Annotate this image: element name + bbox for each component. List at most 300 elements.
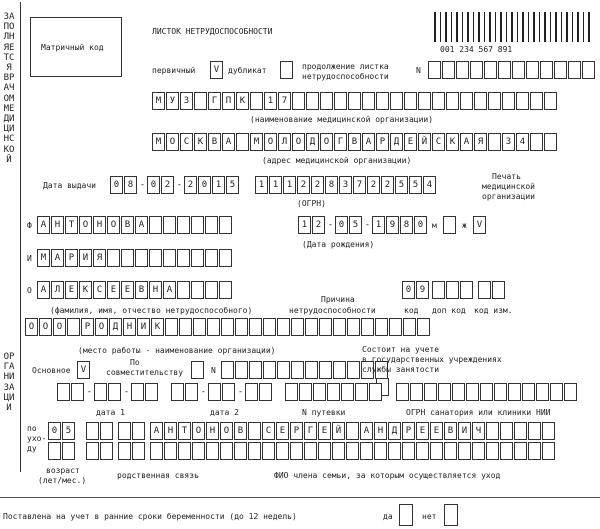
form-cell[interactable]: О	[95, 318, 108, 336]
form-cell[interactable]	[528, 422, 541, 440]
date2-cells[interactable]	[171, 383, 273, 401]
issue-year-2[interactable]: 0	[198, 176, 211, 194]
caregiver-name-cells-2[interactable]	[150, 442, 556, 460]
date1-cell[interactable]	[57, 383, 70, 401]
issue-year-1[interactable]: 2	[184, 176, 197, 194]
form-cell[interactable]	[191, 216, 204, 234]
form-cell[interactable]	[219, 249, 232, 267]
form-cell[interactable]	[219, 216, 232, 234]
form-cell[interactable]	[179, 318, 192, 336]
form-cell[interactable]: О	[107, 216, 120, 234]
form-cell[interactable]: Д	[109, 318, 122, 336]
form-cell[interactable]	[191, 281, 204, 299]
form-cell[interactable]	[488, 92, 501, 110]
form-cell[interactable]	[460, 281, 473, 299]
form-cell[interactable]	[390, 92, 403, 110]
form-cell[interactable]	[502, 92, 515, 110]
form-cell[interactable]: Г	[334, 133, 347, 151]
form-cell[interactable]: Т	[65, 216, 78, 234]
form-cell[interactable]	[361, 318, 374, 336]
form-cell[interactable]: С	[93, 281, 106, 299]
form-cell[interactable]: Г	[208, 92, 221, 110]
form-cell[interactable]	[514, 442, 527, 460]
form-cell[interactable]	[118, 422, 131, 440]
form-cell[interactable]	[452, 383, 465, 401]
form-cell[interactable]	[194, 92, 207, 110]
form-cell[interactable]: 8	[325, 176, 338, 194]
form-cell[interactable]	[347, 361, 360, 379]
date2-cell[interactable]	[208, 383, 221, 401]
form-cell[interactable]: Р	[402, 422, 415, 440]
form-cell[interactable]	[249, 361, 262, 379]
care-relation-cells-2[interactable]	[86, 442, 114, 460]
form-cell[interactable]	[277, 318, 290, 336]
form-cell[interactable]: Е	[276, 422, 289, 440]
form-cell[interactable]: О	[39, 318, 52, 336]
form-cell[interactable]	[536, 383, 549, 401]
form-cell[interactable]: О	[292, 133, 305, 151]
form-cell[interactable]	[486, 442, 499, 460]
form-cell[interactable]: М	[37, 249, 50, 267]
form-cell[interactable]: А	[150, 422, 163, 440]
form-cell[interactable]	[528, 442, 541, 460]
issue-year-3[interactable]: 1	[212, 176, 225, 194]
form-cell[interactable]: О	[79, 216, 92, 234]
form-cell[interactable]	[191, 249, 204, 267]
form-cell[interactable]: 0	[402, 281, 415, 299]
form-cell[interactable]: Р	[65, 249, 78, 267]
form-cell[interactable]: Г	[304, 422, 317, 440]
form-cell[interactable]: М	[152, 92, 165, 110]
form-cell[interactable]	[550, 383, 563, 401]
form-cell[interactable]	[306, 92, 319, 110]
issue-date-cells[interactable]	[110, 176, 240, 194]
form-cell[interactable]: Я	[93, 249, 106, 267]
birth-day-2[interactable]: 2	[312, 216, 325, 234]
form-cell[interactable]	[319, 318, 332, 336]
form-cell[interactable]	[292, 92, 305, 110]
form-cell[interactable]	[135, 249, 148, 267]
form-cell[interactable]: 2	[311, 176, 324, 194]
form-cell[interactable]	[484, 61, 497, 79]
form-cell[interactable]	[205, 281, 218, 299]
form-cell[interactable]	[177, 249, 190, 267]
form-cell[interactable]	[100, 442, 113, 460]
form-cell[interactable]	[442, 61, 455, 79]
form-cell[interactable]: 5	[409, 176, 422, 194]
form-cell[interactable]	[299, 383, 312, 401]
form-cell[interactable]: С	[180, 133, 193, 151]
form-cell[interactable]: Н	[51, 216, 64, 234]
issue-month-2[interactable]: 2	[161, 176, 174, 194]
issue-day-1[interactable]: 0	[110, 176, 123, 194]
issue-year-4[interactable]: 5	[226, 176, 239, 194]
form-cell[interactable]	[132, 442, 145, 460]
pregnancy-no-checkbox[interactable]	[444, 504, 458, 526]
form-cell[interactable]	[206, 442, 219, 460]
form-cell[interactable]: Л	[278, 133, 291, 151]
birth-year-2[interactable]: 9	[386, 216, 399, 234]
form-cell[interactable]: 4	[516, 133, 529, 151]
form-cell[interactable]	[346, 442, 359, 460]
form-cell[interactable]: Т	[178, 422, 191, 440]
form-cell[interactable]: С	[432, 133, 445, 151]
form-cell[interactable]	[488, 133, 501, 151]
form-cell[interactable]	[348, 92, 361, 110]
form-cell[interactable]	[418, 92, 431, 110]
form-cell[interactable]: 2	[381, 176, 394, 194]
form-cell[interactable]	[305, 318, 318, 336]
care-age-cells-2[interactable]	[48, 442, 76, 460]
form-cell[interactable]	[86, 442, 99, 460]
form-cell[interactable]	[514, 422, 527, 440]
form-cell[interactable]	[205, 249, 218, 267]
form-cell[interactable]: А	[360, 422, 373, 440]
form-cell[interactable]: Й	[418, 133, 431, 151]
form-cell[interactable]	[149, 249, 162, 267]
form-cell[interactable]	[568, 61, 581, 79]
date1-cell[interactable]	[145, 383, 158, 401]
form-cell[interactable]	[432, 281, 445, 299]
change-code-cells[interactable]	[478, 281, 506, 299]
form-cell[interactable]	[304, 442, 317, 460]
form-cell[interactable]	[150, 442, 163, 460]
form-cell[interactable]: Е	[430, 422, 443, 440]
form-cell[interactable]	[332, 442, 345, 460]
form-cell[interactable]: М	[152, 133, 165, 151]
form-cell[interactable]	[250, 92, 263, 110]
sanatorium-ogrn-cells[interactable]	[396, 383, 578, 401]
form-cell[interactable]: Н	[123, 318, 136, 336]
duplicate-checkbox[interactable]	[280, 61, 293, 79]
care-relation-cells-4[interactable]	[118, 442, 146, 460]
birth-year-4[interactable]: 0	[414, 216, 427, 234]
form-cell[interactable]: О	[220, 422, 233, 440]
form-cell[interactable]	[165, 318, 178, 336]
patronymic-cells[interactable]	[37, 281, 233, 299]
form-cell[interactable]	[355, 383, 368, 401]
form-cell[interactable]: 9	[416, 281, 429, 299]
form-cell[interactable]: Р	[376, 133, 389, 151]
form-cell[interactable]	[62, 442, 75, 460]
form-cell[interactable]: О	[166, 133, 179, 151]
form-cell[interactable]	[207, 318, 220, 336]
form-cell[interactable]	[263, 318, 276, 336]
form-cell[interactable]	[341, 383, 354, 401]
form-cell[interactable]	[516, 92, 529, 110]
form-cell[interactable]	[375, 318, 388, 336]
form-cell[interactable]	[512, 61, 525, 79]
org-address-cells[interactable]	[152, 133, 558, 151]
form-cell[interactable]: О	[192, 422, 205, 440]
form-cell[interactable]: Е	[416, 422, 429, 440]
form-cell[interactable]: 5	[62, 422, 75, 440]
form-cell[interactable]	[486, 422, 499, 440]
form-cell[interactable]	[107, 249, 120, 267]
form-cell[interactable]	[291, 318, 304, 336]
form-cell[interactable]	[277, 361, 290, 379]
form-cell[interactable]	[444, 442, 457, 460]
care-relation-cells[interactable]	[86, 422, 114, 440]
form-cell[interactable]: А	[222, 133, 235, 151]
form-cell[interactable]	[320, 92, 333, 110]
form-cell[interactable]	[542, 422, 555, 440]
form-cell[interactable]	[235, 318, 248, 336]
extra-code-cells[interactable]	[432, 281, 474, 299]
form-cell[interactable]: Я	[474, 133, 487, 151]
form-cell[interactable]	[526, 61, 539, 79]
form-cell[interactable]: Й	[332, 422, 345, 440]
date1-cell[interactable]	[94, 383, 107, 401]
form-cell[interactable]: А	[362, 133, 375, 151]
form-cell[interactable]	[221, 361, 234, 379]
form-cell[interactable]	[544, 92, 557, 110]
form-cell[interactable]	[121, 249, 134, 267]
form-cell[interactable]	[500, 442, 513, 460]
form-cell[interactable]: 1	[269, 176, 282, 194]
form-cell[interactable]	[446, 281, 459, 299]
form-cell[interactable]	[318, 442, 331, 460]
form-cell[interactable]	[416, 442, 429, 460]
birth-day-1[interactable]: 1	[298, 216, 311, 234]
form-cell[interactable]	[334, 92, 347, 110]
form-cell[interactable]: 0	[48, 422, 61, 440]
form-cell[interactable]: А	[51, 249, 64, 267]
form-cell[interactable]: Д	[388, 422, 401, 440]
form-cell[interactable]	[388, 442, 401, 460]
form-cell[interactable]	[346, 422, 359, 440]
form-cell[interactable]	[396, 383, 409, 401]
form-cell[interactable]	[480, 383, 493, 401]
form-cell[interactable]	[508, 383, 521, 401]
form-cell[interactable]: В	[444, 422, 457, 440]
form-cell[interactable]	[262, 442, 275, 460]
form-cell[interactable]: К	[79, 281, 92, 299]
form-cell[interactable]	[472, 442, 485, 460]
form-cell[interactable]	[192, 442, 205, 460]
form-cell[interactable]: Н	[164, 422, 177, 440]
form-cell[interactable]: О	[25, 318, 38, 336]
form-cell[interactable]	[163, 249, 176, 267]
form-cell[interactable]	[178, 442, 191, 460]
employer-cells[interactable]	[25, 318, 431, 336]
birth-year-3[interactable]: 8	[400, 216, 413, 234]
form-cell[interactable]	[67, 318, 80, 336]
form-cell[interactable]	[319, 361, 332, 379]
form-cell[interactable]	[276, 442, 289, 460]
form-cell[interactable]	[100, 422, 113, 440]
form-cell[interactable]: О	[53, 318, 66, 336]
form-cell[interactable]: 1	[283, 176, 296, 194]
first-name-cells[interactable]	[37, 249, 233, 267]
form-cell[interactable]	[263, 361, 276, 379]
form-cell[interactable]: В	[234, 422, 247, 440]
form-cell[interactable]	[369, 383, 382, 401]
form-cell[interactable]: И	[458, 422, 471, 440]
prev-number-cells[interactable]	[428, 61, 596, 79]
voucher-cells[interactable]	[285, 383, 383, 401]
form-cell[interactable]	[347, 318, 360, 336]
form-cell[interactable]	[403, 318, 416, 336]
form-cell[interactable]: Е	[65, 281, 78, 299]
female-checkbox[interactable]: V	[473, 216, 486, 234]
form-cell[interactable]	[360, 442, 373, 460]
form-cell[interactable]	[149, 216, 162, 234]
caregiver-name-cells[interactable]	[150, 422, 556, 440]
form-cell[interactable]	[564, 383, 577, 401]
form-cell[interactable]: К	[446, 133, 459, 151]
form-cell[interactable]: 3	[502, 133, 515, 151]
form-cell[interactable]: К	[236, 92, 249, 110]
form-cell[interactable]: Е	[318, 422, 331, 440]
form-cell[interactable]	[430, 442, 443, 460]
form-cell[interactable]: Е	[404, 133, 417, 151]
form-cell[interactable]	[205, 216, 218, 234]
form-cell[interactable]	[234, 442, 247, 460]
form-cell[interactable]	[236, 133, 249, 151]
form-cell[interactable]: В	[121, 216, 134, 234]
form-cell[interactable]	[458, 442, 471, 460]
form-cell[interactable]: У	[166, 92, 179, 110]
form-cell[interactable]: В	[135, 281, 148, 299]
form-cell[interactable]: 3	[339, 176, 352, 194]
birth-month-2[interactable]: 5	[349, 216, 362, 234]
date2-cell[interactable]	[185, 383, 198, 401]
form-cell[interactable]: 4	[423, 176, 436, 194]
male-checkbox[interactable]	[443, 216, 456, 234]
date1-cell[interactable]	[71, 383, 84, 401]
form-cell[interactable]	[432, 92, 445, 110]
form-cell[interactable]	[530, 133, 543, 151]
form-cell[interactable]: З	[180, 92, 193, 110]
form-cell[interactable]	[333, 361, 346, 379]
form-cell[interactable]	[249, 318, 262, 336]
form-cell[interactable]	[522, 383, 535, 401]
form-cell[interactable]	[219, 281, 232, 299]
part-time-checkbox[interactable]	[191, 361, 204, 379]
form-cell[interactable]	[474, 92, 487, 110]
form-cell[interactable]	[470, 61, 483, 79]
form-cell[interactable]	[327, 383, 340, 401]
form-cell[interactable]	[164, 442, 177, 460]
form-cell[interactable]: А	[460, 133, 473, 151]
form-cell[interactable]	[500, 422, 513, 440]
form-cell[interactable]	[582, 61, 595, 79]
care-age-cells[interactable]	[48, 422, 76, 440]
form-cell[interactable]	[177, 216, 190, 234]
form-cell[interactable]	[402, 442, 415, 460]
form-cell[interactable]	[86, 422, 99, 440]
form-cell[interactable]	[248, 442, 261, 460]
form-cell[interactable]: 7	[353, 176, 366, 194]
date1-cell[interactable]	[108, 383, 121, 401]
form-cell[interactable]	[428, 61, 441, 79]
birth-month-1[interactable]: 0	[335, 216, 348, 234]
form-cell[interactable]	[424, 383, 437, 401]
form-cell[interactable]	[290, 442, 303, 460]
primary-checkbox[interactable]: V	[210, 61, 223, 79]
pregnancy-yes-checkbox[interactable]	[399, 504, 413, 526]
form-cell[interactable]	[132, 422, 145, 440]
date2-cell[interactable]	[245, 383, 258, 401]
form-cell[interactable]: 7	[278, 92, 291, 110]
form-cell[interactable]: О	[320, 133, 333, 151]
form-cell[interactable]	[177, 281, 190, 299]
issue-day-2[interactable]: 8	[124, 176, 137, 194]
form-cell[interactable]	[460, 92, 473, 110]
form-cell[interactable]	[446, 92, 459, 110]
form-cell[interactable]	[376, 92, 389, 110]
form-cell[interactable]	[456, 61, 469, 79]
form-cell[interactable]: В	[208, 133, 221, 151]
form-cell[interactable]: О	[264, 133, 277, 151]
form-cell[interactable]	[554, 61, 567, 79]
form-cell[interactable]	[193, 318, 206, 336]
form-cell[interactable]	[492, 281, 505, 299]
birth-year-1[interactable]: 1	[372, 216, 385, 234]
form-cell[interactable]	[305, 361, 318, 379]
form-cell[interactable]	[220, 442, 233, 460]
form-cell[interactable]	[333, 318, 346, 336]
form-cell[interactable]: А	[135, 216, 148, 234]
form-cell[interactable]	[417, 318, 430, 336]
form-cell[interactable]: А	[163, 281, 176, 299]
form-cell[interactable]: Н	[374, 422, 387, 440]
form-cell[interactable]	[466, 383, 479, 401]
form-cell[interactable]: И	[137, 318, 150, 336]
date1-cell[interactable]	[131, 383, 144, 401]
form-cell[interactable]: И	[79, 249, 92, 267]
form-cell[interactable]	[235, 361, 248, 379]
form-cell[interactable]	[291, 361, 304, 379]
form-cell[interactable]	[438, 383, 451, 401]
form-cell[interactable]	[313, 383, 326, 401]
org-name-cells[interactable]	[152, 92, 558, 110]
form-cell[interactable]: Н	[149, 281, 162, 299]
form-cell[interactable]	[542, 442, 555, 460]
form-cell[interactable]: 1	[255, 176, 268, 194]
form-cell[interactable]: К	[151, 318, 164, 336]
form-cell[interactable]	[530, 92, 543, 110]
form-cell[interactable]: Л	[51, 281, 64, 299]
form-cell[interactable]	[48, 442, 61, 460]
form-cell[interactable]: А	[37, 281, 50, 299]
form-cell[interactable]: Н	[93, 216, 106, 234]
date2-cell[interactable]	[259, 383, 272, 401]
cause-code-cells[interactable]	[402, 281, 430, 299]
form-cell[interactable]: Н	[206, 422, 219, 440]
form-cell[interactable]	[478, 281, 491, 299]
form-cell[interactable]: П	[222, 92, 235, 110]
form-cell[interactable]: 2	[367, 176, 380, 194]
form-cell[interactable]: 2	[297, 176, 310, 194]
care-relation-cells-3[interactable]	[118, 422, 146, 440]
form-cell[interactable]: Д	[390, 133, 403, 151]
form-cell[interactable]: М	[250, 133, 263, 151]
form-cell[interactable]	[221, 318, 234, 336]
date2-cell[interactable]	[171, 383, 184, 401]
form-cell[interactable]	[389, 318, 402, 336]
form-cell[interactable]: Д	[306, 133, 319, 151]
date1-cells[interactable]	[57, 383, 159, 401]
form-cell[interactable]: С	[262, 422, 275, 440]
form-cell[interactable]	[404, 92, 417, 110]
form-cell[interactable]	[540, 61, 553, 79]
form-cell[interactable]	[374, 442, 387, 460]
form-cell[interactable]: 1	[264, 92, 277, 110]
form-cell[interactable]: Р	[290, 422, 303, 440]
form-cell[interactable]: Е	[107, 281, 120, 299]
